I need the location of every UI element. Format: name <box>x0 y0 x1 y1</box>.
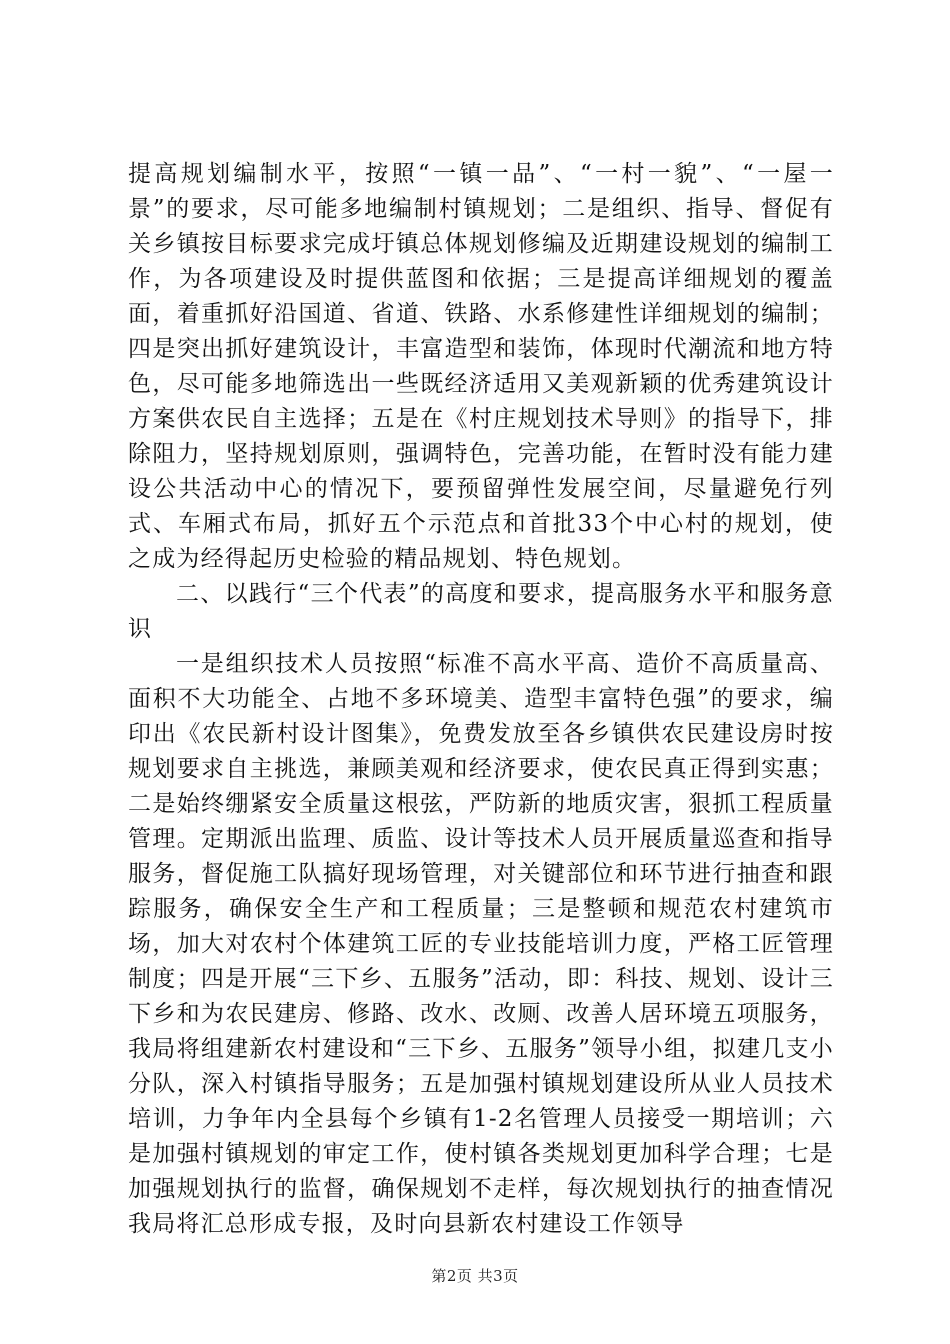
document-body <box>128 157 834 1242</box>
section-heading-two: 二、以践行“三个代表”的高度和要求，提高服务水平和服务意识 <box>128 581 834 642</box>
page-footer <box>0 1265 950 1286</box>
paragraph-planning-continued: 提高规划编制水平，按照“一镇一品”、“一村一貌”、“一屋一景”的要求，尽可能多地编制村镇规划；二是组织、指导、督促有关乡镇按目标要求完成圩镇总体规划修编及近期建设规划的编制工作，为各项建设及时提供蓝图和依据；三是提高详细规划的覆盖面，着重抓好沿国道、省道、铁路、水系修建性详细规划的编制；四是突出抓好建筑设计，丰富造型和装饰，体现时代潮流和地方特色，尽可能多地筛选出一些既经济适用又美观新颖的优秀建筑设计方案供农民自主选择；五是在《村庄规划技术导则》的指导下，排除阻力，坚持规划原则，强调特色，完善功能，在暂时没有能力建设公共活动中心的情况下，要预留弹性发展空间，尽量避免行列式、车厢式布局，抓好五个示范点和首批33个中心村的规划，使之成为经得起历史检验的精品规划、特色规划。 <box>128 161 834 572</box>
page-number-label: 第2页 共3页 <box>431 1267 519 1285</box>
paragraph-service-measures: 一是组织技术人员按照“标准不高水平高、造价不高质量高、面积不大功能全、占地不多环境美、造型丰富特色强”的要求，编印出《农民新村设计图集》，免费发放至各乡镇供农民建设房时按规划要求自主挑选，兼顾美观和经济要求，使农民真正得到实惠；二是始终绷紧安全质量这根弦，严防新的地质灾害，狠抓工程质量管理。定期派出监理、质监、设计等技术人员开展质量巡查和指导服务，督促施工队搞好现场管理，对关键部位和环节进行抽查和跟踪服务，确保安全生产和工程质量；三是整顿和规范农村建筑市场，加大对农村个体建筑工匠的专业技能培训力度，严格工匠管理制度；四是开展“三下乡、五服务”活动，即：科技、规划、设计三下乡和为农民建房、修路、改水、改厕、改善人居环境五项服务，我局将组建新农村建设和“三下乡、五服务”领导小组，拟建几支小分队，深入村镇指导服务；五是加强村镇规划建设所从业人员技术培训，力争年内全县每个乡镇有1-2名管理人员接受一期培训；六是加强村镇规划的审定工作，使村镇各类规划更加科学合理；七是加强规划执行的监督，确保规划不走样，每次规划执行的抽查情况我局将汇总形成专报，及时向县新农村建设工作领导 <box>128 651 834 1237</box>
